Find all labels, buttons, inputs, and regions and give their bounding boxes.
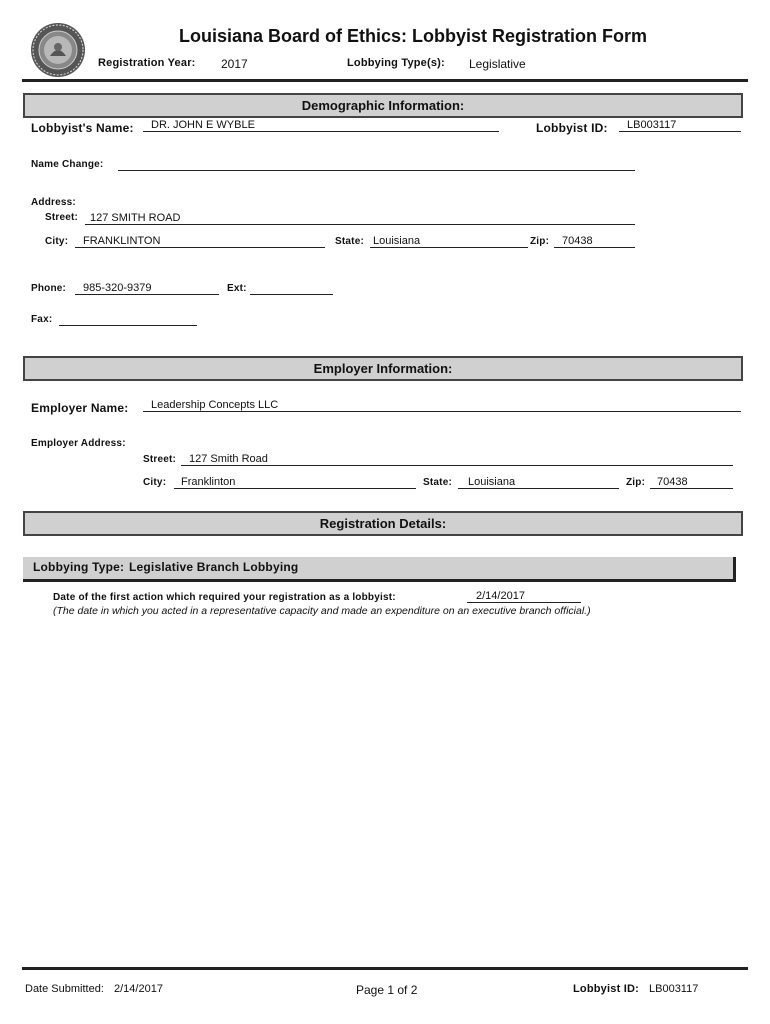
footer-lobbyist-id-label: Lobbyist ID: bbox=[573, 983, 639, 995]
lobbying-types-value: Legislative bbox=[469, 57, 526, 71]
employer-street-value: 127 Smith Road bbox=[189, 453, 268, 465]
registration-section-header: Registration Details: bbox=[23, 511, 743, 536]
employer-street-label: Street: bbox=[143, 454, 177, 465]
zip-value: 70438 bbox=[562, 235, 593, 247]
employer-street-field bbox=[181, 465, 733, 466]
employer-address-label: Employer Address: bbox=[31, 438, 126, 449]
date-submitted-value: 2/14/2017 bbox=[114, 983, 163, 995]
first-action-label: Date of the first action which required your registration as a lobbyist: bbox=[53, 592, 396, 603]
employer-name-field bbox=[143, 411, 741, 412]
employer-name-label: Employer Name: bbox=[31, 401, 129, 415]
city-label: City: bbox=[45, 236, 69, 247]
fax-label: Fax: bbox=[31, 314, 53, 325]
footer-lobbyist-id-value: LB003117 bbox=[649, 983, 699, 995]
ext-field bbox=[250, 294, 333, 295]
employer-zip-field bbox=[650, 488, 733, 489]
phone-label: Phone: bbox=[31, 283, 67, 294]
registration-year-label: Registration Year: bbox=[98, 57, 196, 69]
street-label: Street: bbox=[45, 212, 79, 223]
employer-section-header: Employer Information: bbox=[23, 356, 743, 381]
lobbying-type-value: Legislative Branch Lobbying bbox=[129, 560, 299, 574]
phone-value: 985-320-9379 bbox=[83, 282, 152, 294]
state-label: State: bbox=[335, 236, 364, 247]
lobbying-types-label: Lobbying Type(s): bbox=[347, 57, 445, 69]
city-value: FRANKLINTON bbox=[83, 235, 161, 247]
state-field bbox=[370, 247, 528, 248]
state-value: Louisiana bbox=[373, 235, 421, 247]
employer-name-value: Leadership Concepts LLC bbox=[151, 399, 279, 411]
name-change-label: Name Change: bbox=[31, 159, 104, 170]
phone-field bbox=[75, 294, 219, 295]
registration-year-value: 2017 bbox=[221, 57, 248, 71]
employer-state-label: State: bbox=[423, 477, 452, 488]
street-field bbox=[85, 224, 635, 225]
employer-zip-label: Zip: bbox=[626, 477, 646, 488]
street-value: 127 SMITH ROAD bbox=[90, 212, 181, 224]
header-rule bbox=[22, 79, 748, 82]
employer-state-field bbox=[458, 488, 619, 489]
zip-label: Zip: bbox=[530, 236, 550, 247]
zip-field bbox=[554, 247, 635, 248]
name-change-field bbox=[118, 170, 635, 171]
footer-rule bbox=[22, 967, 748, 970]
ext-label: Ext: bbox=[227, 283, 247, 294]
employer-city-label: City: bbox=[143, 477, 167, 488]
employer-state-value: Louisiana bbox=[468, 476, 516, 488]
date-submitted-label: Date Submitted: bbox=[25, 983, 104, 995]
lobbyist-name-value: DR. JOHN E WYBLE bbox=[151, 119, 255, 131]
address-label: Address: bbox=[31, 197, 76, 208]
form-title: Louisiana Board of Ethics: Lobbyist Registration Form bbox=[179, 26, 648, 46]
employer-zip-value: 70438 bbox=[657, 476, 688, 488]
page-number: Page 1 of 2 bbox=[356, 983, 418, 997]
first-action-date: 2/14/2017 bbox=[476, 590, 525, 602]
employer-city-value: Franklinton bbox=[181, 476, 236, 488]
demographic-section-header: Demographic Information: bbox=[23, 93, 743, 118]
state-seal bbox=[30, 22, 86, 78]
lobbyist-name-field bbox=[143, 131, 499, 132]
lobbying-type-label: Lobbying Type: bbox=[33, 560, 125, 574]
fax-field bbox=[59, 325, 197, 326]
employer-city-field bbox=[174, 488, 416, 489]
lobbyist-id-field bbox=[619, 131, 741, 132]
lobbyist-id-label: Lobbyist ID: bbox=[536, 121, 608, 135]
lobbying-type-box bbox=[23, 557, 736, 582]
first-action-field bbox=[467, 602, 581, 603]
lobbyist-id-value: LB003117 bbox=[627, 119, 677, 131]
first-action-note: (The date in which you acted in a representative capacity and made an expenditure on an executive branch official.) bbox=[53, 605, 591, 617]
lobbyist-name-label: Lobbyist's Name: bbox=[31, 121, 134, 135]
city-field bbox=[75, 247, 325, 248]
